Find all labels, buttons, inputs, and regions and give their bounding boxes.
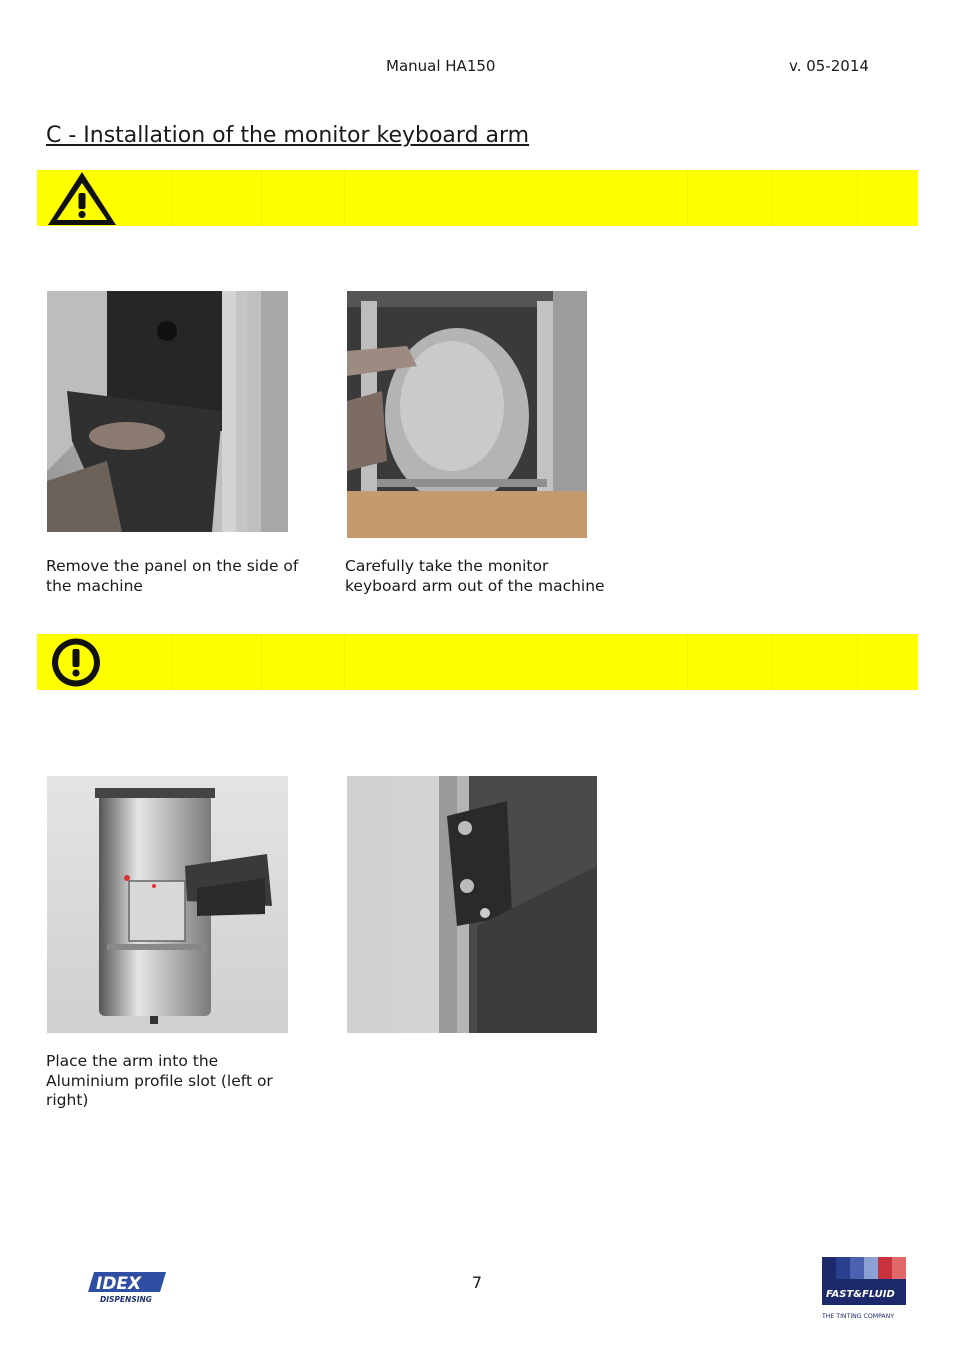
warning-banner [37,170,918,226]
page-number: 7 [471,1273,483,1292]
figure-take-arm-out [347,291,587,538]
figure-caption: Remove the panel on the side of the machine [46,557,299,595]
figure-caption: Carefully take the monitor keyboard arm out of the machine [345,557,605,595]
fast-and-fluid-logo [820,1257,908,1321]
svg-text:FAST&FLUID: FAST&FLUID [826,1289,895,1300]
svg-text:THE TINTING COMPANY: THE TINTING COMPANY [822,1313,895,1320]
svg-text:DISPENSING: DISPENSING [100,1295,152,1304]
manual-title: Manual HA150 [386,57,496,75]
section-title: C - Installation of the monitor keyboard arm [46,123,530,148]
figure-remove-panel [47,291,288,532]
warning-triangle-icon [46,170,118,227]
figure-caption: Place the arm into the Aluminium profile slot (left or right) [46,1052,273,1109]
figure-arm-render [47,776,288,1033]
important-banner [37,634,918,690]
figure-profile-slot [347,776,597,1033]
exclamation-circle-icon [46,634,106,691]
svg-text:IDEX: IDEX [96,1274,142,1294]
manual-version: v. 05-2014 [789,57,869,75]
